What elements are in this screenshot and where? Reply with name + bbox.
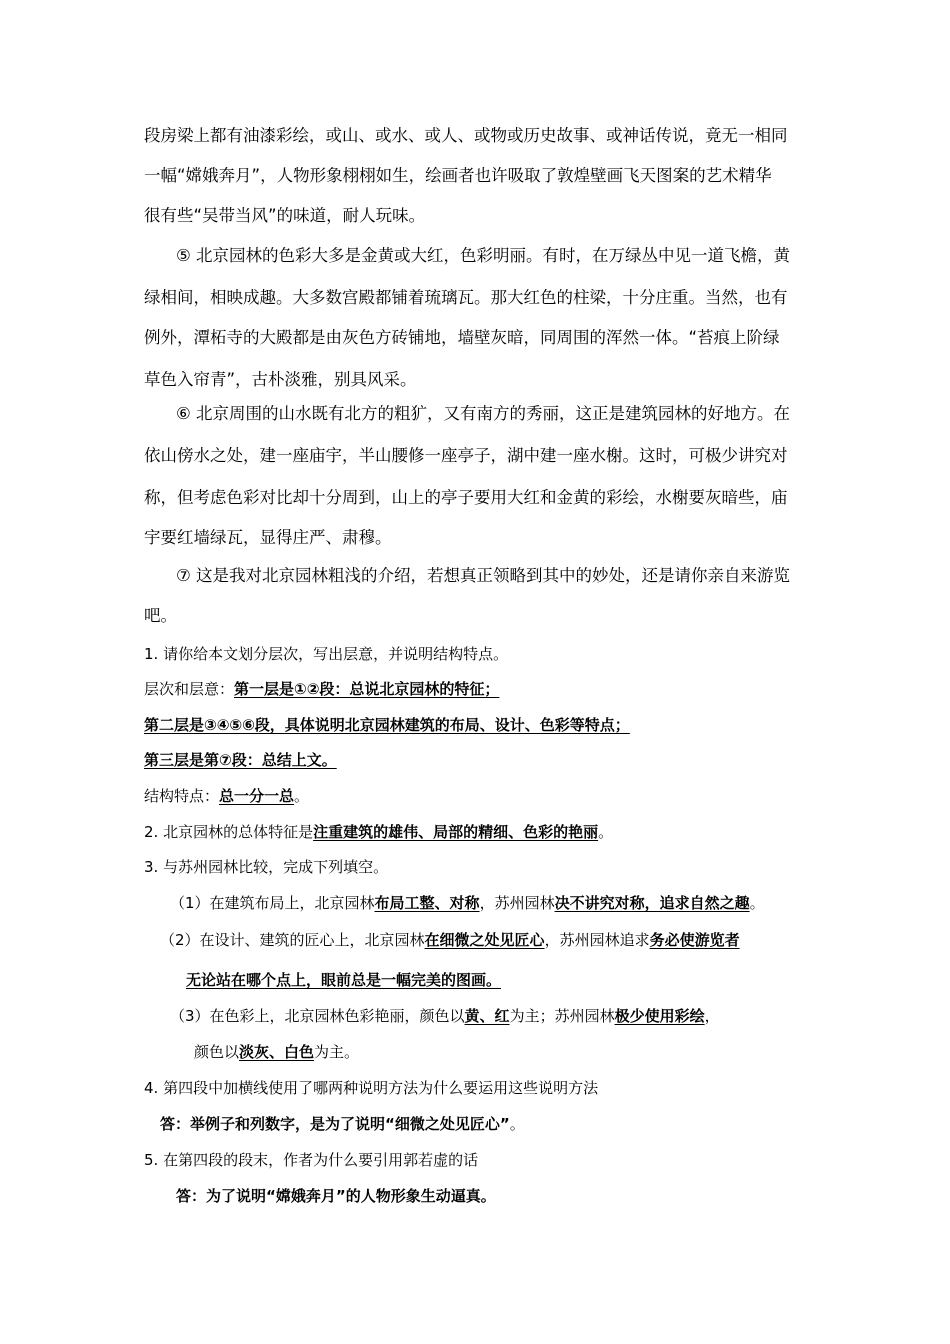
- q3-item1: （1）在建筑布局上，北京园林布局工整、对称，苏州园林决不讲究对称，追求自然之趣。: [170, 894, 765, 912]
- passage-p4-line3: 很有些“吴带当风”的味道，耐人玩味。: [144, 206, 426, 225]
- q1-layers-line: [144, 679, 499, 699]
- passage-p7-line1: ⑦ 这是我对北京园林粗浅的介绍，若想真正领略到其中的妙处，还是请你亲自来游览: [176, 566, 791, 585]
- q1-layers-label: 层次和层意：: [144, 680, 235, 698]
- q2-prefix: 2. 北京园林的总体特征是: [144, 823, 314, 841]
- passage-p6-line1: ⑥ 北京周围的山水既有北方的粗犷，又有南方的秀丽，这正是建筑园林的好地方。在: [176, 404, 791, 423]
- q3-item1-answer1: 布局工整、对称: [374, 894, 480, 912]
- passage-p7-line2: 吧。: [144, 606, 177, 625]
- q4-answer-line: 答：举例子和列数字，是为了说明“细微之处见匠心”。: [160, 1115, 525, 1133]
- q2-line: 2. 北京园林的总体特征是注重建筑的雄伟、局部的精细、色彩的艳丽。: [144, 823, 614, 841]
- q5-answer-line: [176, 1186, 496, 1206]
- q3-item3-answer1: 黄、红: [464, 1007, 510, 1025]
- q5-answer: 答：为了说明“嫦娥奔月”的人物形象生动逼真。: [176, 1187, 496, 1205]
- q1-question: 1. 请你给本文划分层次，写出层意，并说明结构特点。: [144, 645, 509, 663]
- q3-item2-answer2b: 无论站在哪个点上，眼前总是一幅完美的图画。: [186, 971, 502, 989]
- q1-structure-line: 结构特点：总一分一总。: [144, 787, 310, 805]
- q2-answer: 注重建筑的雄伟、局部的精细、色彩的艳丽: [313, 823, 599, 841]
- passage-p4-line2: 一幅“嫦娥奔月”，人物形象栩栩如生，绘画者也许吸取了敦煌壁画飞天图案的艺术精华: [144, 166, 772, 185]
- q1-layer3-answer: 第三层是第⑦段：总结上文。: [144, 751, 337, 769]
- q1-layer2-answer: 第二层是③④⑤⑥段，具体说明北京园林建筑的布局、设计、色彩等特点；: [144, 716, 630, 734]
- q3-item2-answer2a: 务必使游览者: [649, 931, 740, 949]
- q3-item2-cont: [186, 970, 501, 990]
- passage-p6-line4: 宇要红墙绿瓦，显得庄严、肃穆。: [144, 528, 392, 547]
- q3-question: 3. 与苏州园林比较，完成下列填空。: [144, 858, 389, 876]
- q3-item3-cont: 颜色以淡灰、白色为主。: [194, 1043, 360, 1061]
- passage-p6-line3: 称，但考虑色彩对比却十分周到，山上的亭子要用大红和金黄的彩绘，水榭要灰暗些，庙: [144, 488, 788, 507]
- q3-item3-answer3: 淡灰、白色: [239, 1043, 315, 1061]
- q3-item2: （2）在设计、建筑的匠心上，北京园林在细微之处见匠心，苏州园林追求务必使游览者: [160, 931, 740, 949]
- q3-item3: （3）在色彩上，北京园林色彩艳丽，颜色以黄、红为主；苏州园林极少使用彩绘，: [170, 1007, 720, 1025]
- passage-p5-line3: 例外，潭柘寺的大殿都是由灰色方砖铺地，墙壁灰暗，同周围的浑然一体。“苔痕上阶绿: [144, 328, 780, 347]
- passage-p4-line1: 段房梁上都有油漆彩绘，或山、或水、或人、或物或历史故事、或神话传说，竟无一相同: [144, 126, 788, 145]
- q1-layer1-answer: 第一层是①②段：总说北京园林的特征；: [234, 680, 500, 698]
- passage-p5-line1: ⑤ 北京园林的色彩大多是金黄或大红，色彩明丽。有时，在万绿丛中见一道飞檐，黄: [176, 246, 791, 265]
- q4-answer: 答：举例子和列数字，是为了说明“细微之处见匠心”: [160, 1115, 510, 1133]
- passage-p5-line4: 草色入帘青”，古朴淡雅，别具风采。: [144, 370, 417, 389]
- q3-item1-answer2: 决不讲究对称，追求自然之趣: [554, 894, 750, 912]
- q1-structure-answer: 总一分一总: [219, 787, 295, 805]
- q1-structure-label: 结构特点：: [144, 787, 220, 805]
- passage-p6-line2: 依山傍水之处，建一座庙宇，半山腰修一座亭子，湖中建一座水榭。这时，可极少讲究对: [144, 446, 788, 465]
- passage-p5-line2: 绿相间，相映成趣。大多数宫殿都铺着琉璃瓦。那大红色的柱梁，十分庄重。当然，也有: [144, 288, 788, 307]
- q4-question: 4. 第四段中加横线使用了哪两种说明方法为什么要运用这些说明方法: [144, 1079, 599, 1097]
- q3-item2-answer1: 在细微之处见匠心: [424, 931, 545, 949]
- q3-item3-answer2: 极少使用彩绘: [614, 1007, 705, 1025]
- q5-question: 5. 在第四段的段末，作者为什么要引用郭若虚的话: [144, 1151, 479, 1169]
